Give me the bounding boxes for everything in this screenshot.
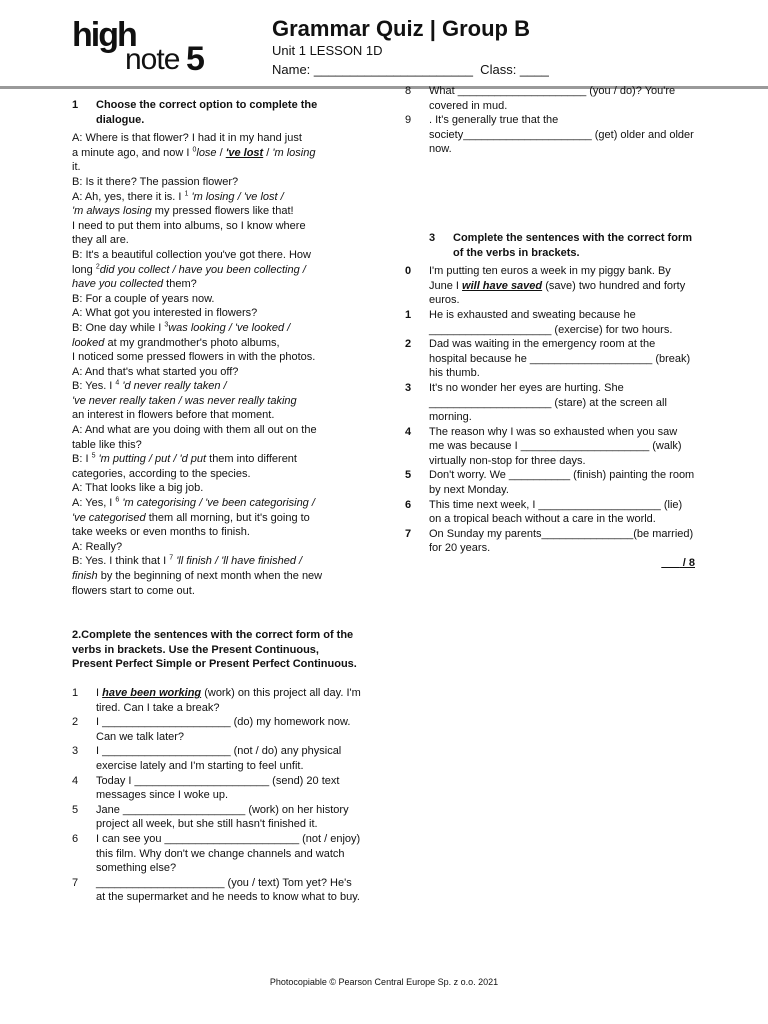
logo-word-note: note xyxy=(125,43,180,76)
exercise-3-items xyxy=(405,264,695,556)
example-answer: will have saved xyxy=(462,279,543,292)
dialogue-line: 'm always losing my pressed flowers like that! xyxy=(72,205,294,218)
name-class-line: Name: ______________________ Class: ____ xyxy=(272,62,549,77)
score-box: ___ / 8 xyxy=(661,557,695,570)
list-item: 7 On Sunday my parents_______________(be married) for 20 years. xyxy=(405,527,694,555)
dialogue-line: table like this? xyxy=(72,438,142,451)
dialogue-line: I noticed some pressed flowers in with the photos. xyxy=(72,351,316,364)
logo-number: 5 xyxy=(186,40,205,78)
list-item: 9 . It's generally true that the society_____________________ (get) older and older now. xyxy=(405,114,694,156)
dialogue-line: an interest in flowers before that moment. xyxy=(72,409,275,422)
list-item: 5 Don't worry. We __________ (finish) painting the room by next Monday. xyxy=(405,469,695,497)
dialogue-line: it. xyxy=(72,161,81,174)
dialogue-line: B: One day while I $^3$was looking / 've looked / xyxy=(72,321,291,334)
dialogue-line: B: It's a beautiful collection you've got there. How xyxy=(72,248,311,261)
dialogue-line: categories, according to the species. xyxy=(72,467,251,480)
left-column xyxy=(72,98,362,905)
logo-word-high: high xyxy=(72,16,136,54)
dialogue-line: flowers start to come out. xyxy=(72,584,195,597)
exercise-3-heading: 3 Complete the sentences with the correct form of the verbs in brackets. xyxy=(429,231,692,259)
dialogue-line: A: Really? xyxy=(72,540,123,553)
dialogue-line: take weeks or even months to finish. xyxy=(72,526,250,539)
dialogue-line: A: Yes, I $^6$ 'm categorising / 've been categorising / xyxy=(72,496,315,510)
exercise-1-dialogue xyxy=(72,131,362,598)
page-title: Grammar Quiz | Group B xyxy=(272,16,530,41)
list-item: 8 What _____________________ (you / do)? You're covered in mud. xyxy=(405,85,676,112)
list-item: 4 Today I ______________________ (send) 20 text messages since I woke up. xyxy=(72,774,340,802)
list-item: 1 He is exhausted and sweating because he ____________________ (exercise) for two hours. xyxy=(405,308,673,336)
dialogue-line: 've never really taken / was never really taking xyxy=(72,394,297,407)
dialogue-line: I need to put them into albums, so I know where xyxy=(72,219,306,232)
list-item: 5 Jane ____________________ (work) on her history project all week, but she still hasn't finished it. xyxy=(72,803,349,831)
dialogue-line: have you collected them? xyxy=(72,278,197,291)
dialogue-line: A: That looks like a big job. xyxy=(72,482,204,495)
list-item: 3 I _____________________ (not / do) any physical exercise lately and I'm starting to feel unfit. xyxy=(72,745,342,772)
list-item: 4 The reason why I was so exhausted when you saw me was because I _____________________ (walk) virtually non-stop for three days. xyxy=(405,425,682,467)
list-item: 1 I have been working (work) on this project all day. I'm tired. Can I take a break? xyxy=(72,686,361,714)
right-column xyxy=(405,84,695,571)
dialogue-line: long $^2$did you collect / have you been collecting / xyxy=(72,262,306,276)
dialogue-line: B: Yes. I $^4$ 'd never really taken / xyxy=(72,379,227,393)
dialogue-line: A: And that's what started you off? xyxy=(72,365,239,378)
dialogue-line: they all are. xyxy=(72,234,129,247)
dialogue-line: A: Ah, yes, there it is. I $^1$ 'm losing / 've lost / xyxy=(72,189,284,203)
dialogue-line: B: For a couple of years now. xyxy=(72,292,215,305)
dialogue-line: B: Is it there? The passion flower? xyxy=(72,175,239,188)
dialogue-line: B: I $^5$ 'm putting / put / 'd put them into different xyxy=(72,452,297,466)
dialogue-line: A: What got you interested in flowers? xyxy=(72,307,258,320)
page-footer: Photocopiable © Pearson Central Europe Sp. z o.o. 2021 xyxy=(269,977,499,987)
dialogue-line: finish by the beginning of next month when the new xyxy=(72,570,323,582)
list-item: 0 I'm putting ten euros a week in my piggy bank. By June I will have saved (save) two hundred and forty euros. xyxy=(405,265,686,307)
dialogue-line: 've categorised them all morning, but it's going to xyxy=(72,511,310,524)
list-item: 6 This time next week, I ____________________ (lie) on a tropical beach without a care in the world. xyxy=(405,498,683,526)
list-item: 2 I _____________________ (do) my homework now. Can we talk later? xyxy=(72,716,351,743)
list-item: 6 I can see you ______________________ (not / enjoy) this film. Why don't we change channels and watch something else? xyxy=(72,832,361,875)
exercise-1-heading: 1 Choose the correct option to complete the dialogue. xyxy=(72,99,318,126)
exercise-2-heading: 2.Complete the sentences with the correct form of the verbs in brackets. Use the Present Continuous, Present Perfect Simple or Present Perfect Continuous. xyxy=(72,629,357,671)
list-item: 2 Dad was waiting in the emergency room at the hospital because he ____________________ (break) his thumb. xyxy=(405,338,691,380)
high-note-logo xyxy=(72,18,212,78)
unit-lesson: Unit 1 LESSON 1D xyxy=(272,43,383,58)
dialogue-line: A: And what are you doing with them all out on the xyxy=(72,424,317,437)
list-item: 7 _____________________ (you / text) Tom yet? He's at the supermarket and he needs to know what to buy. xyxy=(72,876,360,904)
dialogue-line: a minute ago, and now I $^0$lose / 've lost / 'm losing xyxy=(72,146,316,159)
example-answer: 've lost xyxy=(225,146,264,159)
exercise-2-items xyxy=(72,686,362,905)
example-answer: have been working xyxy=(102,686,202,699)
dialogue-line: B: Yes. I think that I $^7$ 'll finish / 'll have finished / xyxy=(72,554,303,568)
dialogue-line: A: Where is that flower? I had it in my hand just xyxy=(72,132,302,145)
list-item: 3 It's no wonder her eyes are hurting. She ____________________ (stare) at the screen all morning. xyxy=(405,381,667,424)
dialogue-line: looked at my grandmother's photo albums, xyxy=(72,336,280,349)
